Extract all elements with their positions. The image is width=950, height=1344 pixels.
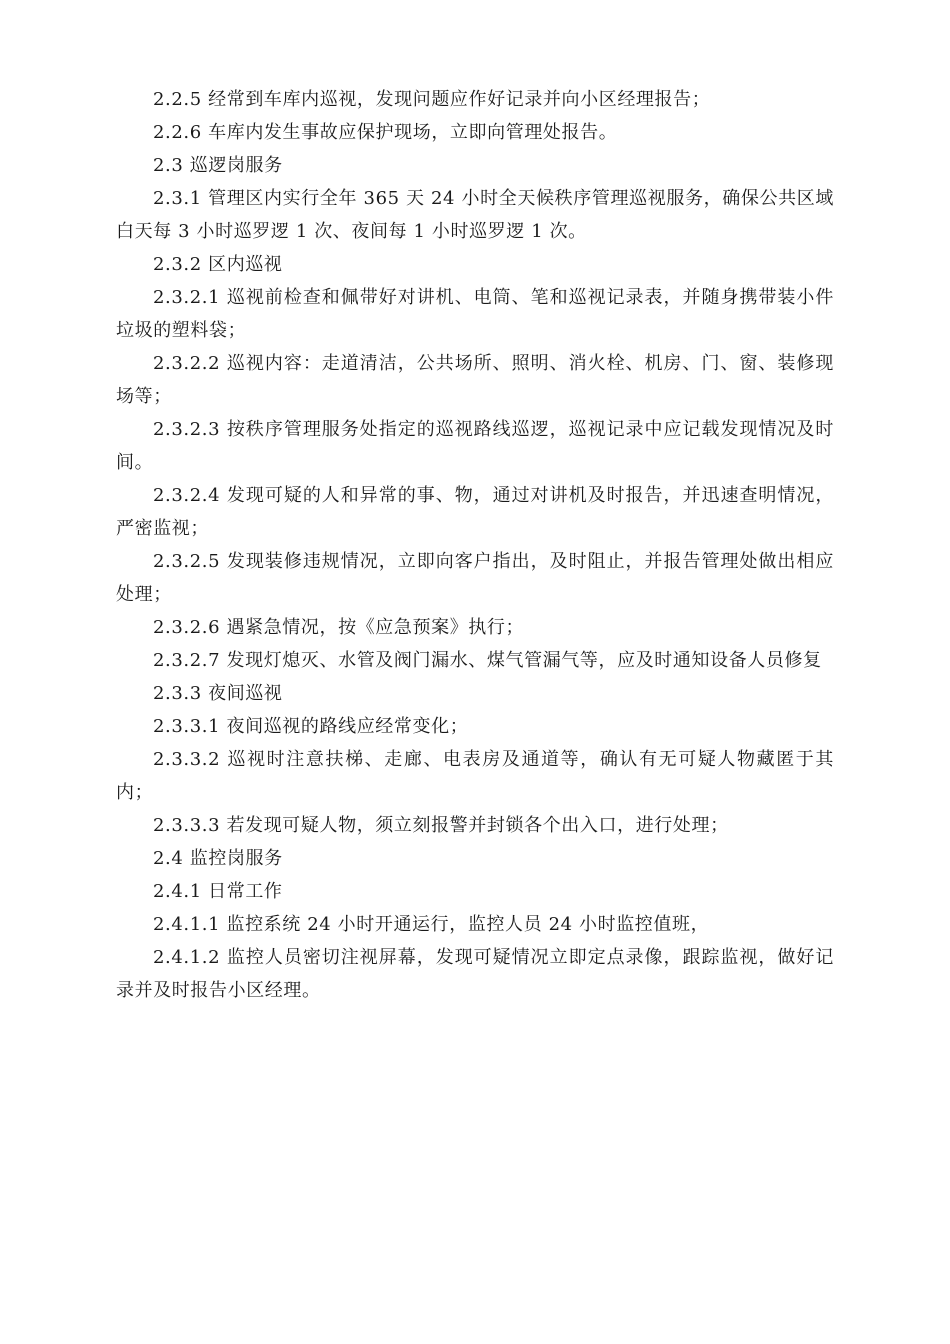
paragraph-2-2-5: 2.2.5 经常到车库内巡视，发现问题应作好记录并向小区经理报告； bbox=[153, 89, 711, 110]
paragraph-2-3-3-2: 2.3.3.2 巡视时注意扶梯、走廊、电表房及通道等，确认有无可疑人物藏匿于其内； bbox=[116, 749, 834, 803]
paragraph-2-3-2-1: 2.3.2.1 巡视前检查和佩带好对讲机、电筒、笔和巡视记录表，并随身携带装小件垃圾的塑料袋； bbox=[116, 287, 834, 341]
paragraph-2-3-3-3: 2.3.3.3 若发现可疑人物，须立刻报警并封锁各个出入口，进行处理； bbox=[153, 815, 729, 836]
paragraph-2-3-2-3: 2.3.2.3 按秩序管理服务处指定的巡视路线巡逻，巡视记录中应记载发现情况及时间。 bbox=[116, 419, 834, 473]
subsection-heading-2-3-2: 2.3.2 区内巡视 bbox=[153, 254, 283, 275]
subsection-heading-2-3-3: 2.3.3 夜间巡视 bbox=[153, 683, 283, 704]
section-heading-2-3: 2.3 巡逻岗服务 bbox=[153, 155, 283, 176]
paragraph-2-3-3-1: 2.3.3.1 夜间巡视的路线应经常变化； bbox=[153, 716, 469, 737]
paragraph-2-3-1: 2.3.1 管理区内实行全年 365 天 24 小时全天候秩序管理巡视服务，确保公共区域白天每 3 小时巡罗逻 1 次、夜间每 1 小时巡罗逻 1 次。 bbox=[116, 188, 834, 242]
paragraph-2-4-1-2: 2.4.1.2 监控人员密切注视屏幕，发现可疑情况立即定点录像，跟踪监视，做好记录并及时报告小区经理。 bbox=[116, 947, 834, 1001]
section-heading-2-4: 2.4 监控岗服务 bbox=[153, 848, 283, 869]
paragraph-2-3-2-7: 2.3.2.7 发现灯熄灭、水管及阀门漏水、煤气管漏气等，应及时通知设备人员修复 bbox=[153, 650, 822, 671]
paragraph-2-4-1-1: 2.4.1.1 监控系统 24 小时开通运行，监控人员 24 小时监控值班， bbox=[153, 914, 710, 935]
subsection-heading-2-4-1: 2.4.1 日常工作 bbox=[153, 881, 283, 902]
paragraph-2-3-2-4: 2.3.2.4 发现可疑的人和异常的事、物，通过对讲机及时报告，并迅速查明情况，严密监视； bbox=[116, 485, 834, 539]
paragraph-2-3-2-6: 2.3.2.6 遇紧急情况，按《应急预案》执行； bbox=[153, 617, 525, 638]
paragraph-2-2-6: 2.2.6 车库内发生事故应保护现场，立即向管理处报告。 bbox=[153, 122, 618, 143]
paragraph-2-3-2-5: 2.3.2.5 发现装修违规情况，立即向客户指出，及时阻止，并报告管理处做出相应处理； bbox=[116, 551, 834, 605]
document-body bbox=[116, 83, 834, 1007]
paragraph-2-3-2-2: 2.3.2.2 巡视内容：走道清洁，公共场所、照明、消火栓、机房、门、窗、装修现场等； bbox=[116, 353, 834, 407]
